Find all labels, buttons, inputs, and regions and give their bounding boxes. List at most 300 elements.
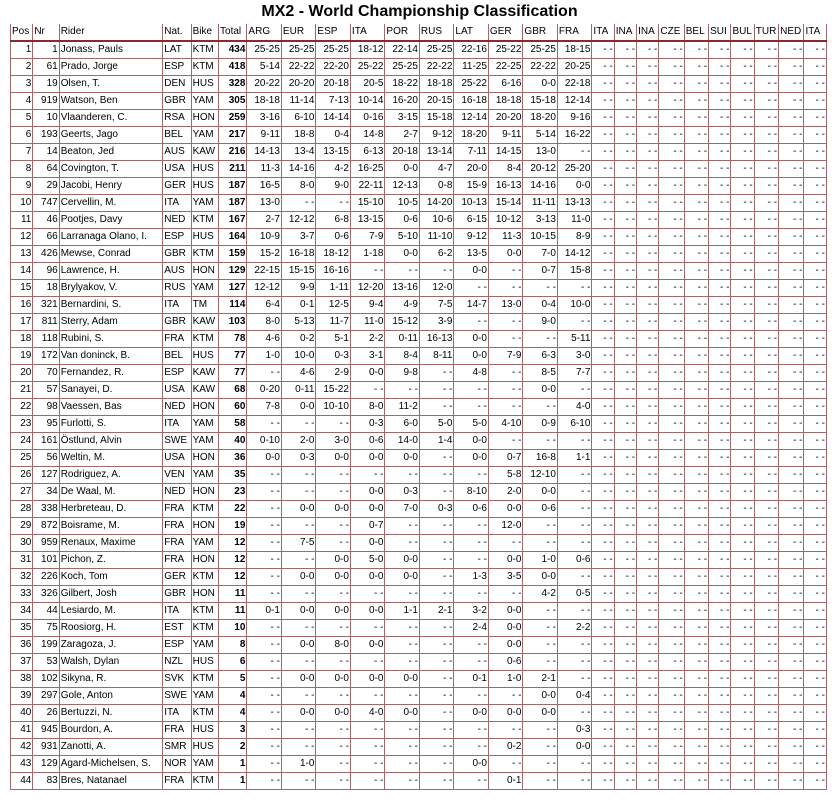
cell-result: 0-1	[281, 297, 316, 314]
cell-total: 211	[219, 161, 247, 178]
cell-result: 0-0	[350, 365, 385, 382]
cell-result: - -	[779, 518, 804, 535]
cell-result: - -	[419, 552, 454, 569]
cell-result: - -	[247, 705, 282, 722]
cell-result: - -	[754, 450, 778, 467]
table-row	[11, 348, 827, 365]
cell-nr: 10	[33, 110, 59, 127]
table-row	[11, 620, 827, 637]
cell-result: - -	[754, 280, 778, 297]
cell-result: - -	[709, 433, 731, 450]
cell-result: - -	[804, 76, 827, 93]
cell-bike: YAM	[191, 280, 218, 297]
cell-result: - -	[754, 348, 778, 365]
cell-result: 22-22	[281, 59, 316, 76]
cell-result: - -	[637, 314, 659, 331]
cell-rider: Watson, Ben	[59, 93, 163, 110]
cell-result: - -	[350, 739, 385, 756]
cell-total: 77	[219, 348, 247, 365]
cell-result: - -	[592, 229, 614, 246]
cell-result: - -	[804, 399, 827, 416]
cell-result: - -	[754, 756, 778, 773]
cell-result: 0-2	[488, 739, 523, 756]
cell-nr: 172	[33, 348, 59, 365]
cell-result: - -	[637, 569, 659, 586]
cell-result: - -	[779, 93, 804, 110]
cell-result: - -	[350, 263, 385, 280]
cell-total: 4	[219, 688, 247, 705]
cell-result: - -	[731, 756, 754, 773]
cell-pos: 30	[11, 535, 33, 552]
cell-result: 0-4	[557, 688, 592, 705]
cell-bike: HUS	[191, 654, 218, 671]
cell-result: 25-25	[247, 41, 282, 59]
header-round-17: BUL	[731, 24, 754, 41]
cell-result: 0-16	[350, 110, 385, 127]
cell-result: - -	[419, 586, 454, 603]
cell-result: - -	[281, 688, 316, 705]
cell-result: - -	[684, 110, 708, 127]
cell-nat: RUS	[163, 280, 191, 297]
cell-result: - -	[419, 722, 454, 739]
table-row	[11, 671, 827, 688]
cell-result: 16-18	[281, 246, 316, 263]
cell-result: 0-0	[281, 705, 316, 722]
cell-result: 0-0	[454, 433, 489, 450]
cell-result: 12-5	[316, 297, 351, 314]
cell-result: - -	[779, 637, 804, 654]
cell-result: - -	[659, 144, 684, 161]
cell-result: - -	[454, 399, 489, 416]
table-row	[11, 399, 827, 416]
cell-result: 0-0	[523, 76, 558, 93]
cell-result: - -	[488, 331, 523, 348]
cell-result: - -	[804, 314, 827, 331]
cell-result: 25-22	[350, 59, 385, 76]
cell-result: 3-15	[385, 110, 420, 127]
cell-result: - -	[637, 756, 659, 773]
cell-result: - -	[684, 212, 708, 229]
cell-rider: Sterry, Adam	[59, 314, 163, 331]
cell-result: - -	[779, 739, 804, 756]
cell-result: - -	[247, 586, 282, 603]
cell-result: 4-7	[419, 161, 454, 178]
cell-result: - -	[247, 688, 282, 705]
cell-result: 25-25	[419, 41, 454, 59]
cell-result: - -	[709, 484, 731, 501]
cell-result: - -	[316, 688, 351, 705]
cell-result: 1-3	[454, 569, 489, 586]
cell-result: 18-18	[419, 76, 454, 93]
cell-total: 36	[219, 450, 247, 467]
cell-result: 22-18	[557, 76, 592, 93]
cell-pos: 33	[11, 586, 33, 603]
cell-result: - -	[779, 382, 804, 399]
cell-result: - -	[637, 399, 659, 416]
cell-result: 3-5	[488, 569, 523, 586]
cell-result: 16-18	[454, 93, 489, 110]
cell-result: - -	[804, 484, 827, 501]
cell-pos: 16	[11, 297, 33, 314]
cell-result: - -	[614, 620, 636, 637]
cell-total: 1	[219, 756, 247, 773]
cell-result: 25-20	[557, 161, 592, 178]
cell-result: - -	[592, 688, 614, 705]
cell-result: 9-12	[454, 229, 489, 246]
cell-result: - -	[419, 518, 454, 535]
cell-result: - -	[709, 535, 731, 552]
cell-result: 9-12	[419, 127, 454, 144]
cell-result: - -	[637, 59, 659, 76]
cell-rider: Furlotti, S.	[59, 416, 163, 433]
cell-result: 0-3	[419, 501, 454, 518]
cell-result: 7-0	[385, 501, 420, 518]
cell-result: - -	[754, 671, 778, 688]
cell-result: 25-22	[454, 76, 489, 93]
cell-result: - -	[614, 331, 636, 348]
cell-nat: EST	[163, 620, 191, 637]
cell-result: - -	[385, 637, 420, 654]
cell-result: - -	[754, 365, 778, 382]
cell-result: 4-0	[350, 705, 385, 722]
cell-result: - -	[557, 501, 592, 518]
cell-result: - -	[281, 722, 316, 739]
cell-result: - -	[592, 382, 614, 399]
cell-pos: 43	[11, 756, 33, 773]
cell-nat: ITA	[163, 705, 191, 722]
cell-result: 15-15	[281, 263, 316, 280]
cell-result: - -	[754, 127, 778, 144]
cell-result: 13-5	[454, 246, 489, 263]
table-row	[11, 467, 827, 484]
cell-total: 60	[219, 399, 247, 416]
cell-result: - -	[754, 331, 778, 348]
cell-total: 434	[219, 41, 247, 59]
cell-result: 1-11	[316, 280, 351, 297]
cell-result: - -	[684, 552, 708, 569]
cell-result: - -	[684, 416, 708, 433]
cell-result: 2-7	[247, 212, 282, 229]
cell-nr: 193	[33, 127, 59, 144]
cell-nat: GER	[163, 178, 191, 195]
cell-result: - -	[557, 705, 592, 722]
cell-result: 2-9	[316, 365, 351, 382]
cell-result: - -	[804, 110, 827, 127]
cell-result: - -	[557, 314, 592, 331]
cell-bike: KAW	[191, 382, 218, 399]
cell-nat: VEN	[163, 467, 191, 484]
cell-result: - -	[659, 518, 684, 535]
cell-result: - -	[709, 467, 731, 484]
cell-result: - -	[614, 739, 636, 756]
header-round-14: CZE	[659, 24, 684, 41]
cell-result: 0-0	[350, 569, 385, 586]
table-row	[11, 229, 827, 246]
cell-result: - -	[637, 586, 659, 603]
cell-nr: 919	[33, 93, 59, 110]
cell-result: - -	[659, 212, 684, 229]
cell-result: - -	[592, 93, 614, 110]
cell-result: 0-0	[488, 246, 523, 263]
cell-rider: Roosiorg, H.	[59, 620, 163, 637]
cell-result: 10-15	[523, 229, 558, 246]
cell-result: 0-0	[523, 688, 558, 705]
cell-result: 0-6	[454, 501, 489, 518]
cell-nr: 19	[33, 76, 59, 93]
cell-result: - -	[454, 637, 489, 654]
cell-result: - -	[709, 620, 731, 637]
cell-result: 8-10	[454, 484, 489, 501]
cell-result: - -	[754, 212, 778, 229]
cell-result: - -	[592, 161, 614, 178]
cell-result: 13-15	[350, 212, 385, 229]
cell-result: 14-14	[316, 110, 351, 127]
cell-result: - -	[709, 41, 731, 59]
cell-result: - -	[684, 671, 708, 688]
cell-result: - -	[709, 603, 731, 620]
cell-result: - -	[779, 535, 804, 552]
cell-result: - -	[488, 722, 523, 739]
cell-result: - -	[754, 76, 778, 93]
cell-nat: AUS	[163, 263, 191, 280]
cell-nr: 426	[33, 246, 59, 263]
cell-pos: 34	[11, 603, 33, 620]
cell-result: 0-0	[488, 620, 523, 637]
cell-result: - -	[523, 433, 558, 450]
cell-nr: 83	[33, 773, 59, 790]
cell-result: - -	[779, 127, 804, 144]
cell-result: 15-9	[454, 178, 489, 195]
cell-result: - -	[592, 569, 614, 586]
cell-result: - -	[779, 756, 804, 773]
table-row	[11, 76, 827, 93]
cell-total: 4	[219, 705, 247, 722]
cell-result: 16-13	[488, 178, 523, 195]
cell-result: 0-3	[557, 722, 592, 739]
cell-nr: 1	[33, 41, 59, 59]
header-round-19: NED	[779, 24, 804, 41]
cell-result: - -	[754, 654, 778, 671]
cell-result: 10-10	[316, 399, 351, 416]
cell-result: 20-22	[247, 76, 282, 93]
table-row	[11, 739, 827, 756]
cell-result: - -	[488, 688, 523, 705]
cell-nat: GBR	[163, 586, 191, 603]
cell-result: - -	[779, 144, 804, 161]
cell-result: - -	[557, 467, 592, 484]
cell-result: - -	[709, 127, 731, 144]
cell-result: - -	[731, 41, 754, 59]
cell-nr: 931	[33, 739, 59, 756]
cell-result: - -	[350, 756, 385, 773]
cell-result: - -	[454, 518, 489, 535]
cell-result: 4-8	[454, 365, 489, 382]
cell-result: - -	[684, 569, 708, 586]
cell-result: - -	[637, 535, 659, 552]
cell-result: 9-0	[523, 314, 558, 331]
cell-result: 0-0	[385, 246, 420, 263]
cell-result: 0-4	[523, 297, 558, 314]
cell-result: - -	[731, 671, 754, 688]
cell-result: - -	[804, 739, 827, 756]
cell-result: 0-4	[316, 127, 351, 144]
cell-nat: USA	[163, 382, 191, 399]
cell-result: 6-10	[557, 416, 592, 433]
cell-result: - -	[709, 501, 731, 518]
table-row	[11, 450, 827, 467]
cell-result: - -	[281, 773, 316, 790]
cell-result: - -	[637, 501, 659, 518]
cell-result: 1-0	[247, 348, 282, 365]
cell-result: - -	[779, 688, 804, 705]
cell-result: - -	[419, 365, 454, 382]
cell-result: 0-0	[523, 484, 558, 501]
table-row	[11, 314, 827, 331]
header-round-9: GBR	[523, 24, 558, 41]
cell-result: - -	[684, 314, 708, 331]
cell-result: - -	[779, 280, 804, 297]
cell-result: 2-4	[454, 620, 489, 637]
cell-pos: 5	[11, 110, 33, 127]
cell-result: - -	[709, 76, 731, 93]
cell-result: - -	[659, 484, 684, 501]
cell-result: 0-0	[523, 382, 558, 399]
cell-result: 14-13	[247, 144, 282, 161]
cell-result: - -	[754, 416, 778, 433]
cell-result: - -	[488, 280, 523, 297]
cell-result: 0-6	[488, 654, 523, 671]
table-row	[11, 586, 827, 603]
cell-result: 0-7	[523, 263, 558, 280]
cell-result: - -	[659, 722, 684, 739]
cell-rider: Brylyakov, V.	[59, 280, 163, 297]
cell-result: - -	[804, 705, 827, 722]
cell-bike: YAM	[191, 688, 218, 705]
cell-result: 4-2	[316, 161, 351, 178]
cell-result: - -	[592, 280, 614, 297]
table-row	[11, 331, 827, 348]
cell-result: 13-14	[419, 144, 454, 161]
cell-bike: HON	[191, 518, 218, 535]
cell-result: - -	[247, 773, 282, 790]
cell-result: 22-14	[385, 41, 420, 59]
cell-nr: 95	[33, 416, 59, 433]
cell-rider: Gilbert, Josh	[59, 586, 163, 603]
cell-result: - -	[454, 535, 489, 552]
cell-result: - -	[659, 535, 684, 552]
cell-result: 12-20	[350, 280, 385, 297]
cell-result: - -	[731, 382, 754, 399]
cell-result: 0-3	[316, 348, 351, 365]
cell-result: - -	[731, 263, 754, 280]
cell-result: - -	[614, 433, 636, 450]
cell-result: 9-9	[281, 280, 316, 297]
cell-result: - -	[804, 603, 827, 620]
cell-rider: Covington, T.	[59, 161, 163, 178]
table-row	[11, 127, 827, 144]
cell-result: - -	[731, 348, 754, 365]
cell-result: 6-13	[350, 144, 385, 161]
cell-result: - -	[247, 722, 282, 739]
cell-nat: FRA	[163, 552, 191, 569]
cell-result: - -	[614, 671, 636, 688]
cell-rider: Bertuzzi, N.	[59, 705, 163, 722]
cell-result: - -	[754, 552, 778, 569]
cell-result: - -	[385, 688, 420, 705]
cell-result: - -	[709, 654, 731, 671]
classification-table	[10, 24, 827, 790]
cell-result: 16-13	[419, 331, 454, 348]
cell-result: - -	[804, 297, 827, 314]
cell-nat: GER	[163, 569, 191, 586]
cell-bike: HON	[191, 552, 218, 569]
cell-result: - -	[247, 654, 282, 671]
cell-pos: 44	[11, 773, 33, 790]
cell-result: - -	[659, 552, 684, 569]
cell-result: 0-0	[454, 705, 489, 722]
cell-bike: KTM	[191, 671, 218, 688]
cell-nr: 959	[33, 535, 59, 552]
cell-result: - -	[454, 722, 489, 739]
cell-nat: FRA	[163, 501, 191, 518]
cell-result: - -	[247, 671, 282, 688]
cell-result: - -	[709, 450, 731, 467]
cell-result: 0-3	[385, 484, 420, 501]
cell-result: - -	[731, 484, 754, 501]
cell-nat: ESP	[163, 59, 191, 76]
cell-bike: KTM	[191, 59, 218, 76]
cell-result: - -	[804, 41, 827, 59]
cell-total: 77	[219, 365, 247, 382]
cell-result: - -	[659, 450, 684, 467]
cell-result: 5-10	[385, 229, 420, 246]
cell-result: - -	[731, 127, 754, 144]
cell-result: 0-6	[523, 501, 558, 518]
cell-rider: Sanayei, D.	[59, 382, 163, 399]
cell-result: 18-20	[523, 110, 558, 127]
cell-result: - -	[804, 229, 827, 246]
cell-result: - -	[637, 195, 659, 212]
cell-result: 9-16	[557, 110, 592, 127]
cell-result: - -	[754, 263, 778, 280]
cell-result: - -	[804, 569, 827, 586]
cell-result: - -	[454, 773, 489, 790]
cell-nr: 811	[33, 314, 59, 331]
cell-result: - -	[557, 535, 592, 552]
cell-result: - -	[385, 620, 420, 637]
cell-result: - -	[709, 93, 731, 110]
cell-result: - -	[523, 518, 558, 535]
table-row	[11, 722, 827, 739]
cell-result: - -	[637, 212, 659, 229]
cell-result: 25-25	[316, 41, 351, 59]
header-bike: Bike	[191, 24, 218, 41]
cell-result: - -	[709, 552, 731, 569]
cell-result: - -	[709, 365, 731, 382]
cell-result: 3-0	[557, 348, 592, 365]
cell-result: - -	[659, 637, 684, 654]
cell-result: - -	[684, 399, 708, 416]
cell-result: 8-0	[247, 314, 282, 331]
cell-result: - -	[684, 365, 708, 382]
cell-rider: Larranaga Olano, I.	[59, 229, 163, 246]
cell-result: 3-7	[281, 229, 316, 246]
header-rider: Rider	[59, 24, 163, 41]
cell-result: - -	[804, 688, 827, 705]
cell-result: - -	[804, 433, 827, 450]
cell-result: 1-18	[350, 246, 385, 263]
cell-result: - -	[385, 739, 420, 756]
